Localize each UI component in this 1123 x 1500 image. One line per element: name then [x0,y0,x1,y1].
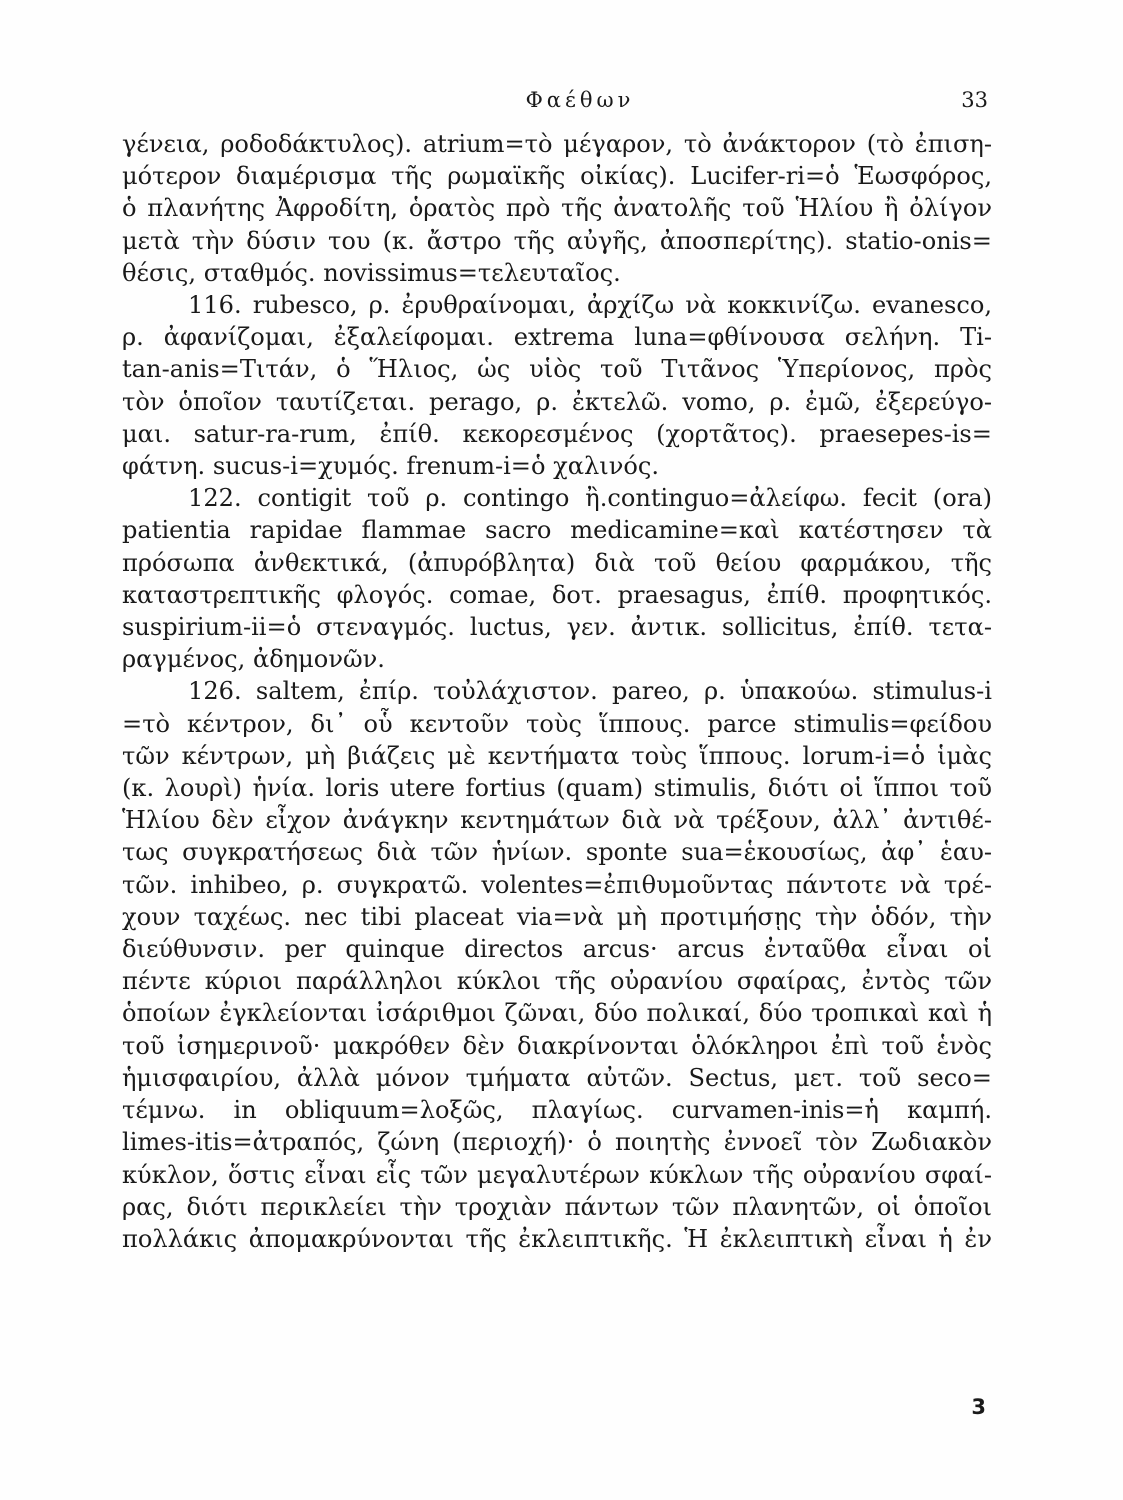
running-head [0,88,1123,122]
text-line: πολλάκις ἀπομακρύνονται τῆς ἐκλειπτικῆς. Ἡ ἐκλειπτικὴ εἶναι ἡ ἐν [122,1224,992,1253]
text-line: (κ. λουρὶ) ἡνία. loris utere fortius (quam) stimulis, διότι οἱ ἵπποι τοῦ [122,774,992,803]
text-line: γένεια, ροδοδάκτυλος). atrium=τὸ μέγαρον, τὸ ἀνάκτορον (τὸ ἐπιση- [122,130,992,158]
text-line: θέσις, σταθμός. novissimus=τελευταῖος. [122,258,621,287]
signature-mark: 3 [971,1395,986,1419]
text-line: τέμνω. in obliquum=λοξῶς, πλαγίως. curvamen-inis=ἡ καμπή. [122,1096,992,1125]
text-line: μότερον διαμέρισμα τῆς ρωμαϊκῆς οἰκίας). Lucifer-ri=ὁ Ἑωσφόρος, [122,162,992,191]
text-line: ὁποίων ἐγκλείονται ἰσάριθμοι ζῶναι, δύο πολικαί, δύο τροπικαὶ καὶ ἡ [122,999,992,1028]
text-line: 116. rubesco, ρ. ἐρυθραίνομαι, ἀρχίζω νὰ κοκκινίζω. evanesco, [188,291,992,320]
text-line: καταστρεπτικῆς φλογός. comae, δοτ. praesagus, ἐπίθ. προφητικός. [122,580,992,609]
text-line: ἡμισφαιρίου, ἀλλὰ μόνον τμήματα αὐτῶν. Sectus, μετ. τοῦ seco= [122,1063,992,1092]
text-line: μετὰ τὴν δύσιν του (κ. ἄστρο τῆς αὐγῆς, ἀποσπερίτης). statio-onis= [122,226,992,255]
text-line: ρ. ἀφανίζομαι, ἐξαλείφομαι. extrema luna=φθίνουσα σελήνη. Ti- [122,323,992,352]
page-number: 33 [961,88,988,112]
text-line: patientia rapidae flammae sacro medicamine=καὶ κατέστησεν τὰ [122,516,992,545]
text-line: Ἡλίου δὲν εἶχον ἀνάγκην κεντημάτων διὰ νὰ τρέξουν, ἀλλ᾽ ἀντιθέ- [122,806,992,835]
text-line: διεύθυνσιν. per quinque directos arcus· arcus ἐνταῦθα εἶναι οἱ [122,935,992,964]
running-title: Φαέθων [525,88,635,112]
text-line: tan-anis=Τιτάν, ὁ Ἥλιος, ὡς υἱὸς τοῦ Τιτᾶνος Ὑπερίονος, πρὸς [122,355,992,384]
text-line: χουν ταχέως. nec tibi placeat via=νὰ μὴ προτιμήσῃς τὴν ὁδόν, τὴν [122,902,992,931]
text-line: πρόσωπα ἀνθεκτικά, (ἀπυρόβλητα) διὰ τοῦ θείου φαρμάκου, τῆς [122,548,992,577]
text-line: limes-itis=ἀτραπός, ζώνη (περιοχή)· ὁ ποιητὴς ἐννοεῖ τὸν Ζωδιακὸν [122,1128,992,1157]
text-line: τως συγκρατήσεως διὰ τῶν ἡνίων. sponte sua=ἑκουσίως, ἀφ᾽ ἑαυ- [122,838,992,867]
text-line: φάτνη. sucus-i=χυμός. frenum-i=ὁ χαλινός. [122,452,660,481]
text-line: ρας, διότι περικλείει τὴν τροχιὰν πάντων τῶν πλανητῶν, οἱ ὁποῖοι [122,1192,992,1221]
text-line: πέντε κύριοι παράλληλοι κύκλοι τῆς οὐρανίου σφαίρας, ἐντὸς τῶν [122,967,992,996]
text-line: ραγμένος, ἀδημονῶν. [122,645,385,674]
text-line: κύκλον, ὅστις εἶναι εἷς τῶν μεγαλυτέρων κύκλων τῆς οὐρανίου σφαί- [122,1160,992,1189]
text-line: ὁ πλανήτης Ἀφροδίτη, ὁρατὸς πρὸ τῆς ἀνατολῆς τοῦ Ἡλίου ἢ ὀλίγον [122,194,992,223]
text-line: 126. saltem, ἐπίρ. τοὐλάχιστον. pareo, ρ. ὑπακούω. stimulus-i [188,677,992,706]
text-line: τῶν κέντρων, μὴ βιάζεις μὲ κεντήματα τοὺς ἵππους. lorum-i=ὁ ἱμὰς [122,741,992,770]
text-line: =τὸ κέντρον, δι᾽ οὗ κεντοῦν τοὺς ἵππους. parce stimulis=φείδου [122,709,992,738]
commentary-text [122,128,992,1255]
text-line: μαι. satur-ra-rum, ἐπίθ. κεκορεσμένος (χορτᾶτος). praesepes-is= [122,419,992,448]
text-line: τῶν. inhibeo, ρ. συγκρατῶ. volentes=ἐπιθυμοῦντας πάντοτε νὰ τρέ- [122,870,992,899]
text-line: τοῦ ἰσημερινοῦ· μακρόθεν δὲν διακρίνονται ὁλόκληροι ἐπὶ τοῦ ἑνὸς [122,1031,992,1060]
text-line: τὸν ὁποῖον ταυτίζεται. perago, ρ. ἐκτελῶ. vomo, ρ. ἐμῶ, ἐξερεύγο- [122,387,992,416]
text-line: 122. contigit τοῦ ρ. contingo ἢ.continguo=ἀλείφω. fecit (ora) [188,484,992,513]
text-line: suspirium-ii=ὁ στεναγμός. luctus, γεν. ἀντικ. sollicitus, ἐπίθ. τετα- [122,613,992,642]
